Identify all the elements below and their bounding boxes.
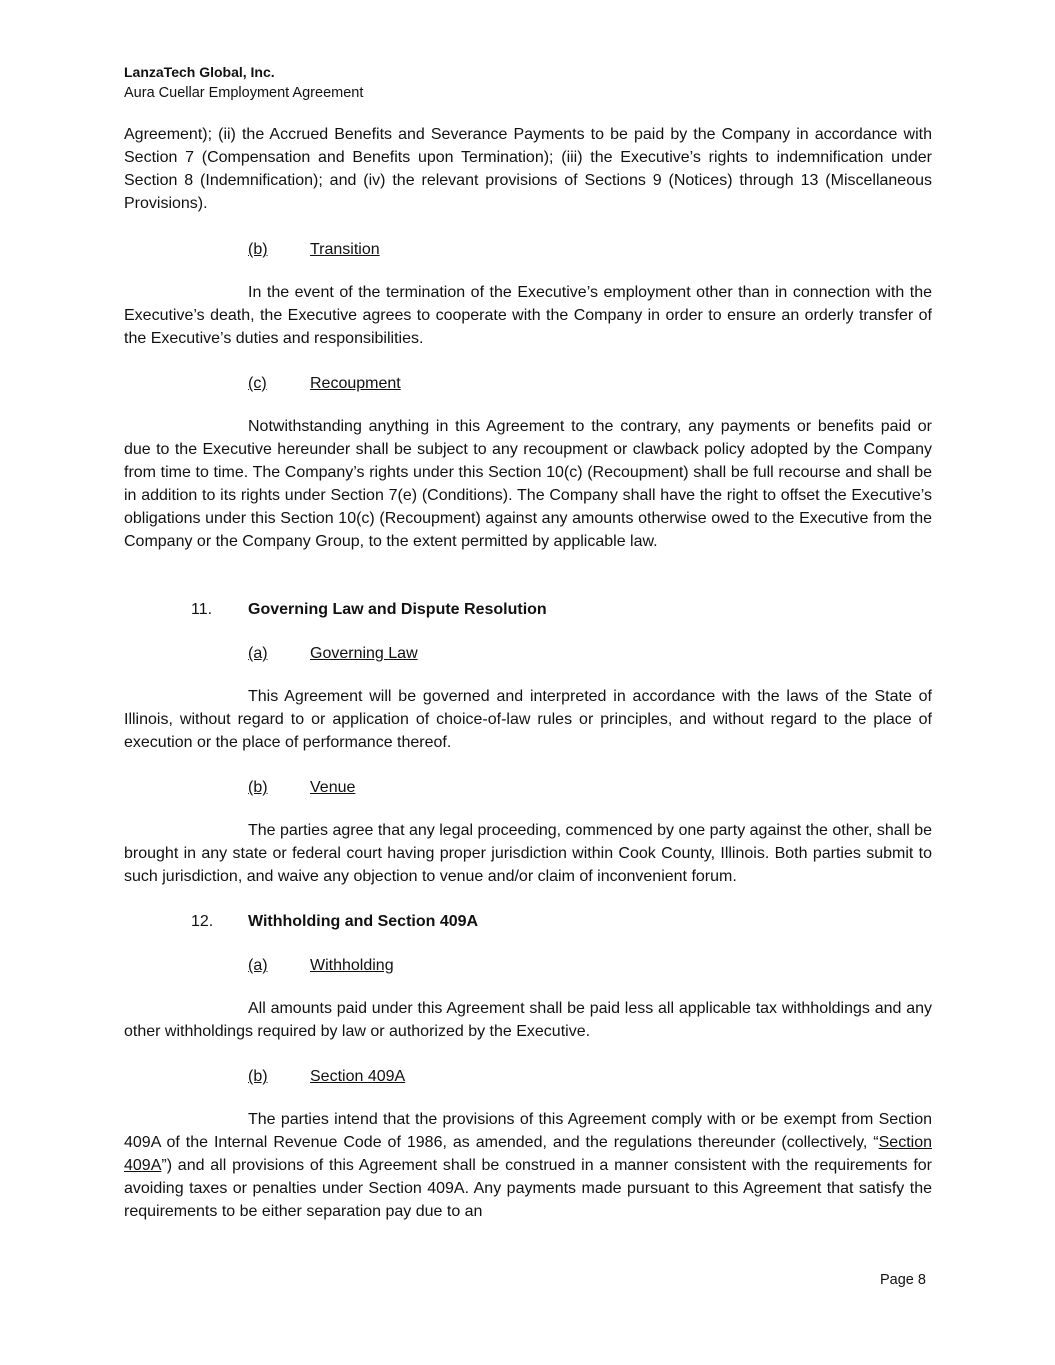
subsection-10b-heading: [248, 238, 380, 261]
text-409a-before: The parties intend that the provisions of this Agreement comply with or be exempt from Section 409A of the Internal Revenue Code of 1986, as amended, and the regulations thereunder (collectively, “: [124, 1111, 932, 1151]
paragraph-transition: In the event of the termination of the Executive’s employment other than in connection with the Executive’s death, the Executive agrees to cooperate with the Company in order to ensure an orderly transfer of the Executive’s duties and responsibilities.: [124, 284, 932, 347]
subsection-10c-heading: [248, 372, 401, 395]
header-document-title: Aura Cuellar Employment Agreement: [124, 85, 364, 101]
paragraph-intro: Agreement); (ii) the Accrued Benefits and Severance Payments to be paid by the Company in accordance with Section 7 (Compensation and Benefits upon Termination); (iii) the Executive’s rights to indemnification under Section 8 (Indemnification); and (iv) the relevant provisions of Sections 9 (Notices) through 13 (Miscellaneous Provisions).: [124, 126, 932, 212]
paragraph-governing-law: This Agreement will be governed and interpreted in accordance with the laws of the State of Illinois, without regard to or application of choice-of-law rules or principles, and without regard to the place of execution or the place of performance thereof.: [124, 688, 932, 751]
subsection-title: Recoupment: [310, 375, 401, 392]
defined-term-section-409a: Section 409A: [124, 1134, 932, 1174]
section-11-heading: [191, 598, 547, 621]
paragraph-section-409a: [124, 1108, 932, 1223]
paragraph-withholding: All amounts paid under this Agreement shall be paid less all applicable tax withholdings and any other withholdings required by law or authorized by the Executive.: [124, 1000, 932, 1040]
header-company: LanzaTech Global, Inc.: [124, 64, 275, 80]
paragraph-recoupment: Notwithstanding anything in this Agreement to the contrary, any payments or benefits paid or due to the Executive hereunder shall be subject to any recoupment or clawback policy adopted by the Company from time to time. The Company’s rights under this Section 10(c) (Recoupment) shall be full recourse and shall be in addition to its rights under Section 7(e) (Conditions). The Company shall have the right to offset the Executive’s obligations under this Section 10(c) (Recoupment) against any amounts otherwise owed to the Executive from the Company or the Company Group, to the extent permitted by applicable law.: [124, 418, 932, 550]
section-title: Withholding and Section 409A: [248, 913, 479, 930]
subsection-label: (c): [248, 375, 267, 392]
section-number: 11.: [191, 601, 213, 618]
subsection-11b-heading: [248, 776, 355, 799]
subsection-title: Governing Law: [310, 645, 418, 662]
subsection-label: (b): [248, 779, 268, 796]
subsection-12b-heading: [248, 1065, 405, 1088]
subsection-title: Venue: [310, 779, 356, 796]
section-12-heading: [191, 910, 478, 933]
subsection-title: Section 409A: [310, 1068, 406, 1085]
paragraph-venue: The parties agree that any legal proceeding, commenced by one party against the other, shall be brought in any state or federal court having proper jurisdiction within Cook County, Illinois. Both parties submit to such jurisdiction, and waive any objection to venue and/or claim of inconvenient forum.: [124, 822, 932, 885]
subsection-title: Transition: [310, 241, 380, 258]
section-number: 12.: [191, 913, 214, 930]
subsection-label: (a): [248, 957, 268, 974]
section-title: Governing Law and Dispute Resolution: [248, 601, 547, 618]
subsection-label: (b): [248, 1068, 268, 1085]
text-409a-after: ”) and all provisions of this Agreement shall be construed in a manner consistent with the requirements for avoiding taxes or penalties under Section 409A. Any payments made pursuant to this Agreement that satisfy the requirements to be either separation pay due to an: [124, 1157, 932, 1220]
subsection-11a-heading: [248, 642, 418, 665]
subsection-12a-heading: [248, 954, 394, 977]
subsection-label: (a): [248, 645, 268, 662]
page-number: Page 8: [880, 1272, 926, 1288]
subsection-label: (b): [248, 241, 268, 258]
subsection-title: Withholding: [310, 957, 394, 974]
